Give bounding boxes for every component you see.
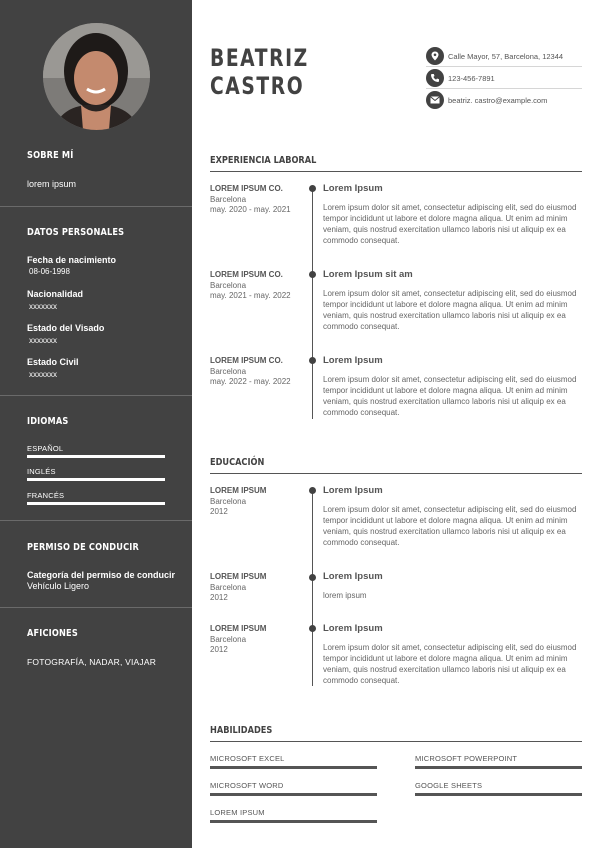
- nationality-value: xxxxxxx: [29, 302, 57, 311]
- sidebar-divider: [0, 607, 192, 608]
- skills-heading: HABILIDADES: [210, 725, 273, 736]
- license-value: Vehículo Ligero: [27, 581, 90, 591]
- civil-status-label: Estado Civil: [27, 357, 79, 367]
- experience-dates: may. 2021 - may. 2022: [210, 291, 291, 300]
- education-description: Lorem ipsum dolor sit amet, consectetur adipiscing elit, sed do eiusmod tempor incididunt ut labore et dolore magna aliqua. Ut enim ad minim veniam, quis nostrud exercitation ullamco laboris nisi ut aliquip ex ea commodo consequat.: [323, 505, 577, 547]
- language-label: FRANCÉS: [27, 491, 65, 500]
- experience-description: Lorem ipsum dolor sit amet, consectetur adipiscing elit, sed do eiusmod tempor incididunt ut labore et dolore magna aliqua. Ut enim ad minim veniam, quis nostrud exercitation ullamco laboris nisi ut aliquip ex ea commodo consequat.: [323, 289, 577, 331]
- skill-label: GOOGLE SHEETS: [415, 781, 483, 790]
- language-level-bar: [27, 455, 165, 458]
- experience-org: LOREM IPSUM CO.: [210, 184, 283, 193]
- experience-title: Lorem Ipsum sit am: [323, 269, 413, 280]
- hobbies-text: FOTOGRAFÍA, NADAR, VIAJAR: [27, 657, 157, 667]
- location-pin-icon: [426, 47, 444, 65]
- last-name: CASTRO: [210, 72, 305, 100]
- contact-divider: [426, 88, 582, 89]
- contact-divider: [426, 66, 582, 67]
- education-description: lorem ipsum: [323, 591, 367, 600]
- about-text: lorem ipsum: [27, 179, 77, 189]
- education-dates: 2012: [210, 645, 228, 654]
- education-title: Lorem Ipsum: [323, 485, 383, 496]
- skill-label: LOREM IPSUM: [210, 808, 265, 817]
- about-heading: SOBRE MÍ: [27, 150, 74, 161]
- contact-email: beatriz. castro@example.com: [448, 96, 548, 105]
- experience-dates: may. 2020 - may. 2021: [210, 205, 291, 214]
- skill-level-bar: [415, 793, 582, 796]
- civil-status-value: xxxxxxx: [29, 370, 57, 379]
- education-city: Barcelona: [210, 635, 247, 644]
- visa-label: Estado del Visado: [27, 323, 105, 333]
- first-name: BEATRIZ: [210, 44, 309, 72]
- language-level-bar: [27, 502, 165, 505]
- education-org: LOREM IPSUM: [210, 624, 267, 633]
- license-label: Categoría del permiso de conducir: [27, 570, 176, 580]
- education-city: Barcelona: [210, 497, 247, 506]
- birthdate-label: Fecha de nacimiento: [27, 255, 117, 265]
- experience-city: Barcelona: [210, 281, 247, 290]
- language-level-bar: [27, 478, 165, 481]
- nationality-label: Nacionalidad: [27, 289, 84, 299]
- timeline-dot: [309, 487, 316, 494]
- visa-value: xxxxxxx: [29, 336, 57, 345]
- education-dates: 2012: [210, 507, 228, 516]
- experience-city: Barcelona: [210, 195, 247, 204]
- skill-level-bar: [210, 793, 377, 796]
- experience-org: LOREM IPSUM CO.: [210, 270, 283, 279]
- contact-address: Calle Mayor, 57, Barcelona, 12344: [448, 52, 564, 61]
- experience-org: LOREM IPSUM CO.: [210, 356, 283, 365]
- experience-title: Lorem Ipsum: [323, 183, 383, 194]
- skill-label: MICROSOFT EXCEL: [210, 754, 285, 763]
- education-city: Barcelona: [210, 583, 247, 592]
- experience-title: Lorem Ipsum: [323, 355, 383, 366]
- education-org: LOREM IPSUM: [210, 486, 267, 495]
- skill-level-bar: [210, 766, 377, 769]
- license-heading: PERMISO DE CONDUCIR: [27, 542, 139, 553]
- skill-label: MICROSOFT POWERPOINT: [415, 754, 518, 763]
- language-label: INGLÉS: [27, 467, 56, 476]
- education-title: Lorem Ipsum: [323, 571, 383, 582]
- education-org: LOREM IPSUM: [210, 572, 267, 581]
- birthdate-value: 08-06-1998: [29, 267, 70, 276]
- timeline-dot: [309, 357, 316, 364]
- timeline-dot: [309, 625, 316, 632]
- contact-phone: 123-456-7891: [448, 74, 495, 83]
- timeline-dot: [309, 271, 316, 278]
- profile-photo: [43, 23, 150, 130]
- experience-timeline: [312, 188, 313, 419]
- personal-heading: DATOS PERSONALES: [27, 227, 125, 238]
- phone-icon: [426, 69, 444, 87]
- experience-heading: EXPERIENCIA LABORAL: [210, 155, 317, 166]
- section-divider: [210, 473, 582, 474]
- skill-level-bar: [210, 820, 377, 823]
- education-description: Lorem ipsum dolor sit amet, consectetur adipiscing elit, sed do eiusmod tempor incididunt ut labore et dolore magna aliqua. Ut enim ad minim veniam, quis nostrud exercitation ullamco laboris nisi ut aliquip ex ea commodo consequat.: [323, 643, 577, 685]
- section-divider: [210, 171, 582, 172]
- sidebar-divider: [0, 206, 192, 207]
- languages-heading: IDIOMAS: [27, 416, 69, 427]
- hobbies-heading: AFICIONES: [27, 628, 78, 639]
- skill-level-bar: [415, 766, 582, 769]
- experience-dates: may. 2022 - may. 2022: [210, 377, 291, 386]
- language-label: ESPAÑOL: [27, 444, 64, 453]
- timeline-dot: [309, 574, 316, 581]
- education-timeline: [312, 490, 313, 686]
- skill-label: MICROSOFT WORD: [210, 781, 284, 790]
- section-divider: [210, 741, 582, 742]
- sidebar-divider: [0, 395, 192, 396]
- email-icon: [426, 91, 444, 109]
- timeline-dot: [309, 185, 316, 192]
- experience-description: Lorem ipsum dolor sit amet, consectetur adipiscing elit, sed do eiusmod tempor incididunt ut labore et dolore magna aliqua. Ut enim ad minim veniam, quis nostrud exercitation ullamco laboris nisi ut aliquip ex ea commodo consequat.: [323, 375, 577, 417]
- sidebar: [0, 0, 192, 848]
- education-title: Lorem Ipsum: [323, 623, 383, 634]
- experience-description: Lorem ipsum dolor sit amet, consectetur adipiscing elit, sed do eiusmod tempor incididunt ut labore et dolore magna aliqua. Ut enim ad minim veniam, quis nostrud exercitation ullamco laboris nisi ut aliquip ex ea commodo consequat.: [323, 203, 577, 245]
- education-heading: EDUCACIÓN: [210, 457, 265, 468]
- education-dates: 2012: [210, 593, 228, 602]
- experience-city: Barcelona: [210, 367, 247, 376]
- sidebar-divider: [0, 520, 192, 521]
